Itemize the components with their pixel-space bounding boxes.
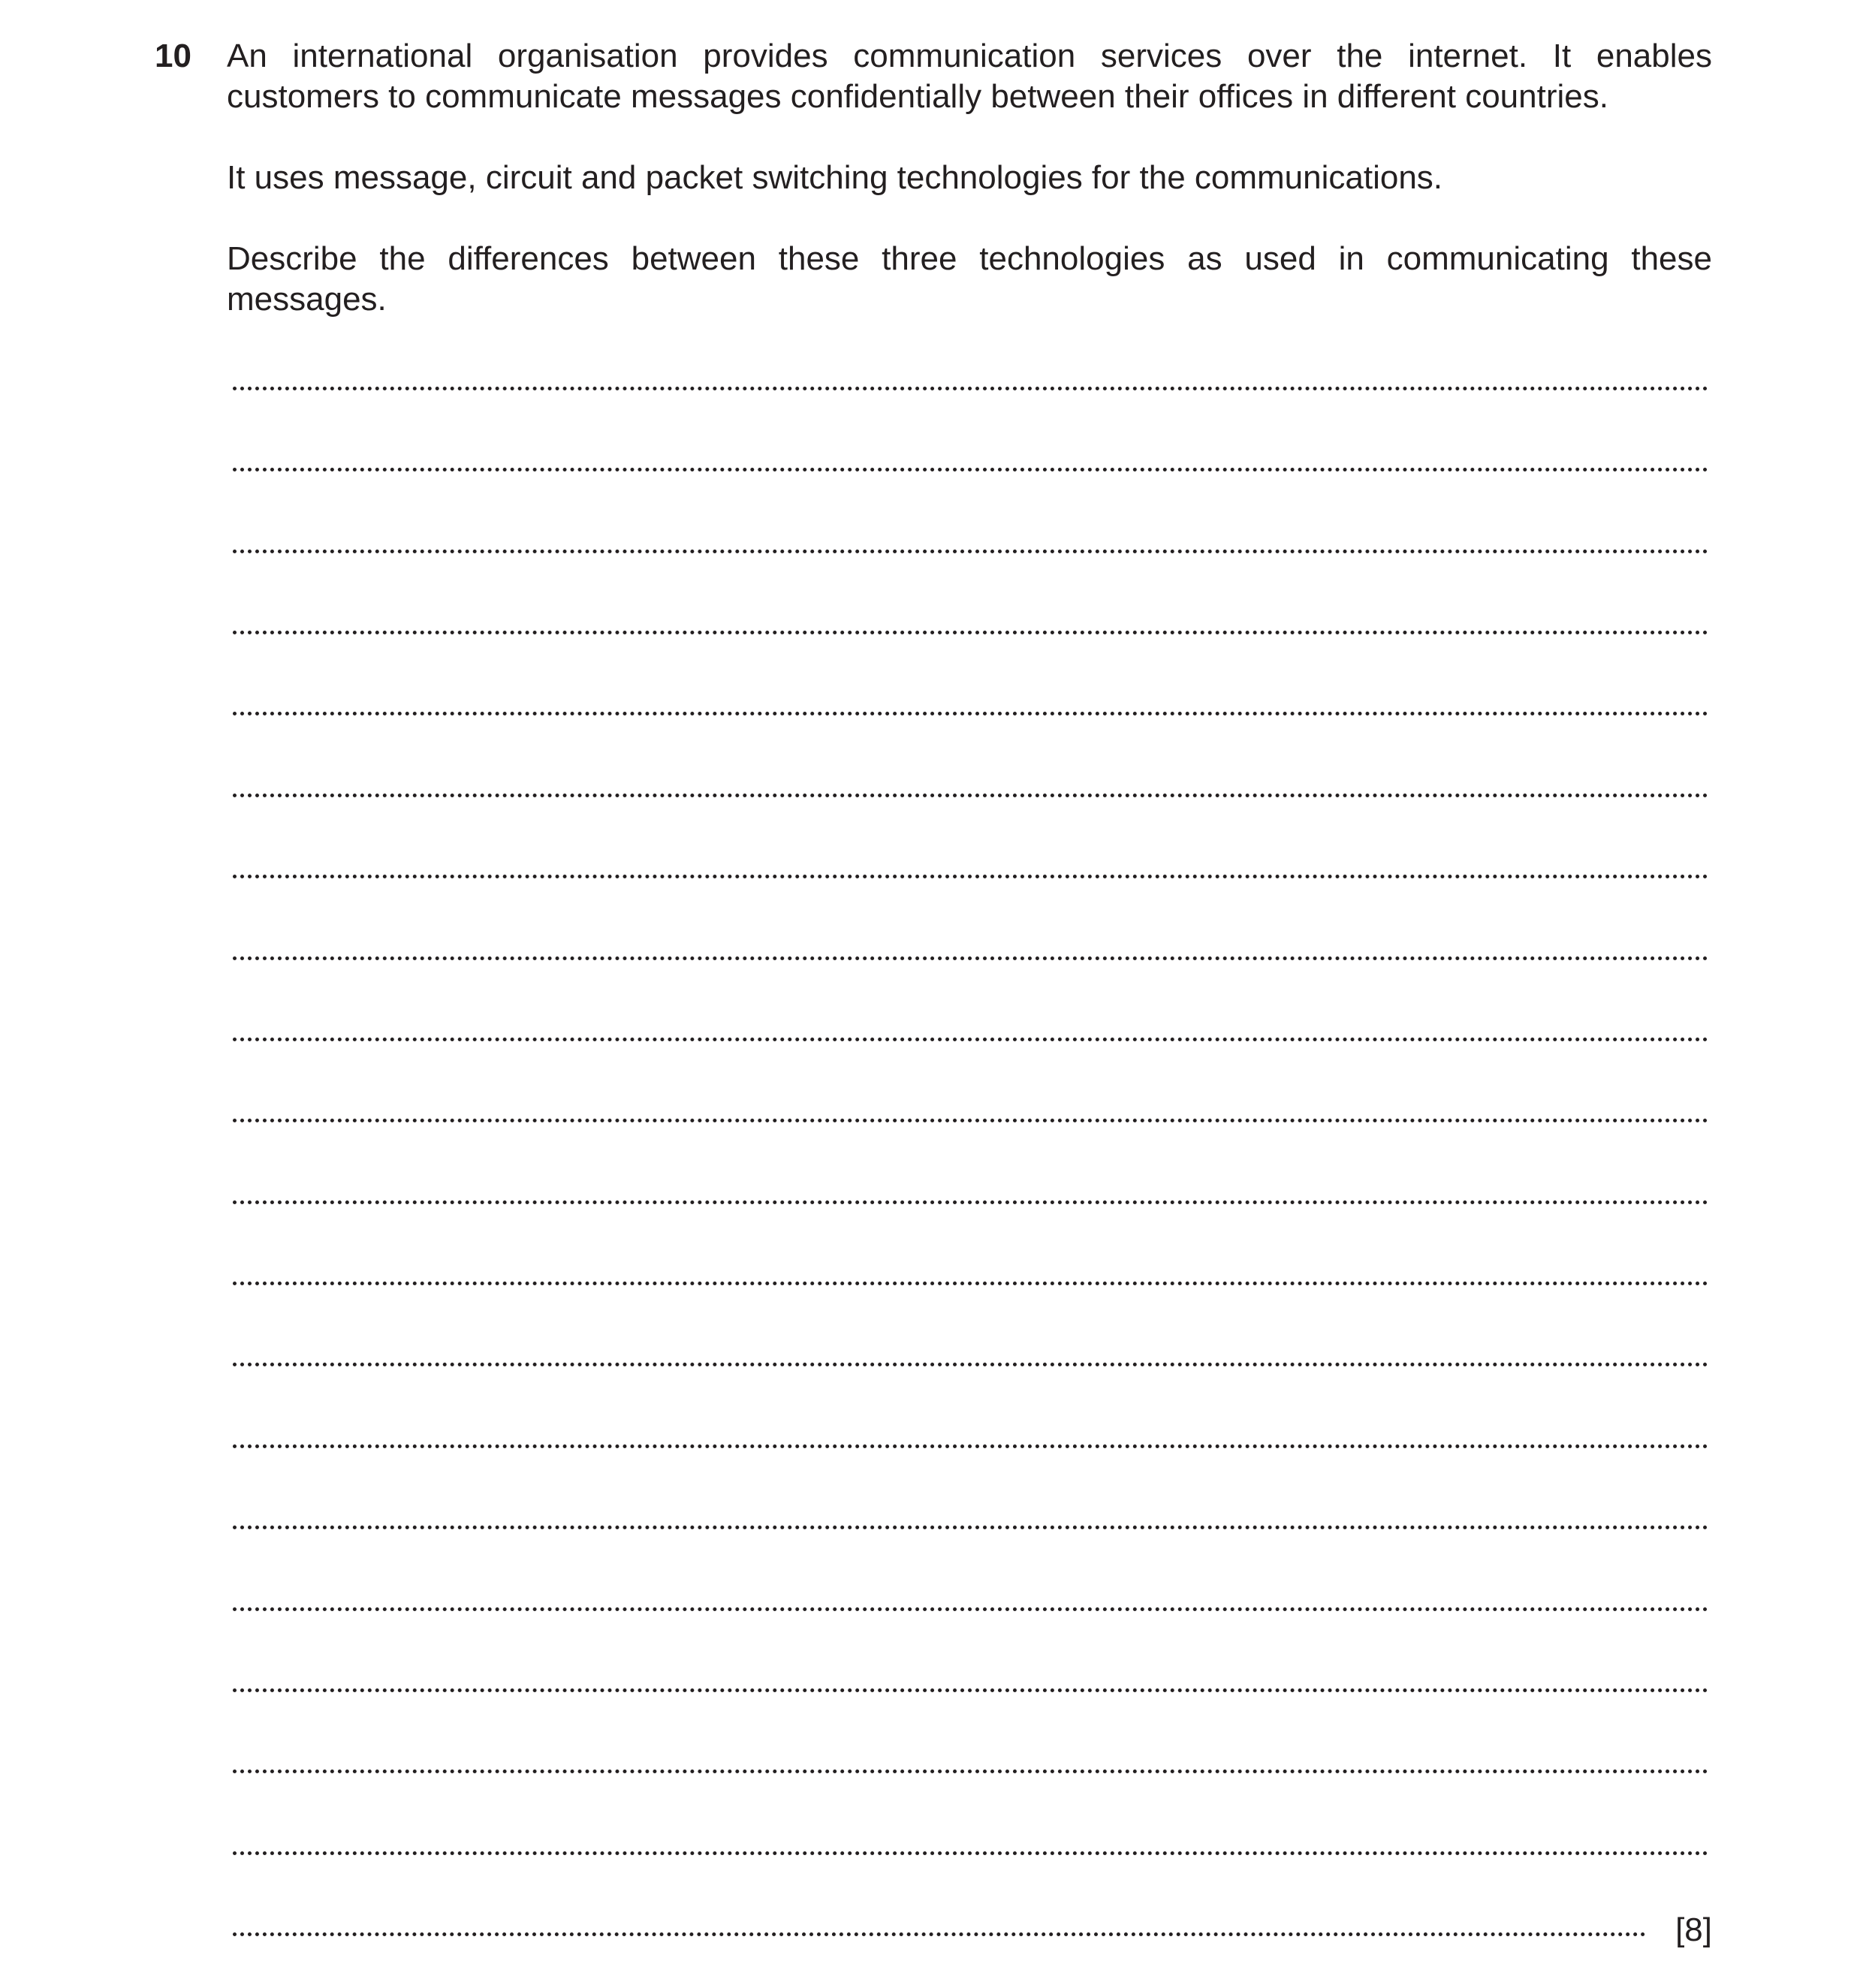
- answer-area[interactable]: [233, 0, 1712, 1988]
- answer-line[interactable]: [233, 1200, 1708, 1204]
- answer-line[interactable]: [233, 1444, 1708, 1448]
- answer-line[interactable]: [233, 1282, 1708, 1285]
- answer-line[interactable]: [233, 1038, 1708, 1041]
- answer-line[interactable]: [233, 1526, 1708, 1529]
- answer-line[interactable]: [233, 794, 1708, 797]
- answer-line[interactable]: [233, 631, 1708, 634]
- answer-line[interactable]: [233, 1119, 1708, 1122]
- marks-label: [8]: [1675, 1911, 1712, 1948]
- question-context-paragraph: An international organisation provides communication services over the internet. It enables customers to communicate messages confidentially between their offices in different countries.: [227, 38, 1712, 115]
- answer-line[interactable]: [233, 875, 1708, 878]
- answer-line[interactable]: [233, 1688, 1708, 1692]
- answer-line[interactable]: [233, 1851, 1708, 1855]
- question-technologies-paragraph: It uses message, circuit and packet switching technologies for the communications.: [227, 159, 1443, 196]
- answer-line[interactable]: [233, 712, 1708, 715]
- answer-line[interactable]: [233, 468, 1708, 471]
- answer-line[interactable]: [233, 1770, 1708, 1773]
- answer-line[interactable]: [233, 1932, 1646, 1936]
- question-instruction-paragraph: Describe the differences between these three technologies as used in communicating these messages.: [227, 240, 1712, 318]
- answer-line[interactable]: [233, 387, 1708, 390]
- answer-line[interactable]: [233, 1607, 1708, 1611]
- answer-line[interactable]: [233, 1363, 1708, 1366]
- answer-line[interactable]: [233, 550, 1708, 553]
- question-number: 10: [155, 38, 191, 74]
- answer-line[interactable]: [233, 956, 1708, 960]
